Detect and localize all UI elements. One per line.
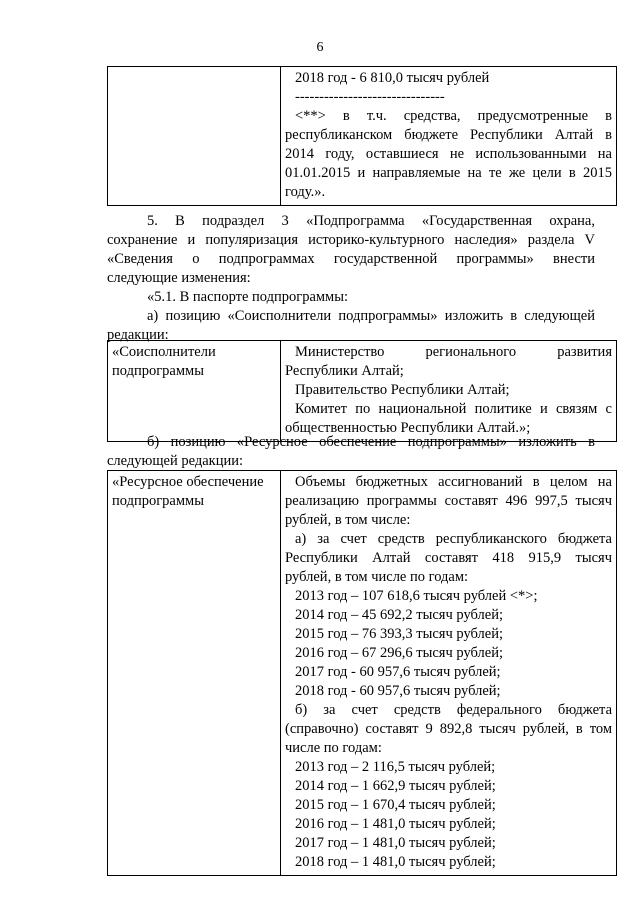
separator-line: -------------------------------: [295, 89, 445, 105]
paragraph-5: [107, 212, 595, 345]
resource-line: Республики Алтай составят 418 915,9 тысяч: [285, 550, 612, 566]
paragraph-b: [107, 433, 595, 471]
executor-line: Министерство регионального развития: [295, 344, 612, 360]
resource-line: 2013 год – 107 618,6 тысяч рублей <*>;: [295, 588, 538, 604]
paragraph-line: 5. В подраздел 3 «Подпрограмма «Государственная охрана,: [147, 213, 595, 229]
resource-line: 2014 год – 45 692,2 тысяч рублей;: [295, 607, 503, 623]
year-2018-line: 2018 год - 6 810,0 тысяч рублей: [295, 70, 490, 86]
executor-line: общественностью Республики Алтай.»;: [285, 420, 531, 436]
footnote-line: году.».: [285, 184, 326, 200]
resource-line: 2015 год – 76 393,3 тысяч рублей;: [295, 626, 503, 642]
executor-line: Комитет по национальной политике и связям с: [295, 401, 612, 417]
paragraph-line: следующие изменения:: [107, 270, 251, 286]
resource-line: 2013 год – 2 116,5 тысяч рублей;: [295, 759, 496, 775]
executor-line: Правительство Республики Алтай;: [295, 382, 510, 398]
paragraph-b-line: б) позицию «Ресурсное обеспечение подпрограммы» изложить в: [147, 434, 595, 450]
resource-line: рублей, в том числе по годам:: [285, 569, 469, 585]
table-cell-left: [108, 341, 281, 442]
resource-line: 2018 год - 60 957,6 тысяч рублей;: [295, 683, 501, 699]
resource-line: 2017 год – 1 481,0 тысяч рублей;: [295, 835, 496, 851]
page-number: 6: [316, 40, 324, 55]
paragraph-a-line: а) позицию «Соисполнители подпрограммы» изложить в следующей: [147, 308, 595, 324]
table-cell-left: [108, 471, 281, 876]
footnote-line: 2014 году, оставшиеся не использованными на: [285, 146, 612, 162]
table-resources: [107, 470, 617, 876]
paragraph-5-1: «5.1. В паспорте подпрограммы:: [147, 289, 349, 305]
footnote-line: 01.01.2015 и направляемые на те же цели в 2015: [285, 165, 612, 181]
footnote-line: республиканском бюджете Республики Алтай в: [285, 127, 612, 143]
row-label: подпрограммы: [112, 493, 204, 509]
resource-line: Объемы бюджетных ассигнований в целом на: [295, 474, 612, 490]
table-cell-right: [281, 341, 617, 442]
resource-line: а) за счет средств республиканского бюджета: [295, 531, 612, 547]
row-label: «Соисполнители: [112, 344, 216, 360]
resource-line: 2016 год – 67 296,6 тысяч рублей;: [295, 645, 503, 661]
paragraph-line: сохранение и популяризация историко-культурного наследия» раздела V: [107, 232, 595, 248]
resource-line: реализацию программы составят 496 997,5 тысяч: [285, 493, 612, 509]
executor-line: Республики Алтай;: [285, 363, 404, 379]
row-label: подпрограммы: [112, 363, 204, 379]
paragraph-line: «Сведения о подпрограммах государственной программы» внести: [107, 251, 595, 267]
footnote-line: <**> в т.ч. средства, предусмотренные в: [295, 108, 612, 124]
table-cell-right: [281, 67, 617, 206]
resource-line: рублей, в том числе:: [285, 512, 411, 528]
table-continuation: [107, 66, 617, 206]
resource-line: 2014 год – 1 662,9 тысяч рублей;: [295, 778, 496, 794]
resource-line: 2018 год – 1 481,0 тысяч рублей;: [295, 854, 496, 870]
resource-line: (справочно) составят 9 892,8 тысяч рублей, в том: [285, 721, 612, 737]
row-label: «Ресурсное обеспечение: [112, 474, 264, 490]
resource-line: 2017 год - 60 957,6 тысяч рублей;: [295, 664, 501, 680]
resource-line: 2015 год – 1 670,4 тысяч рублей;: [295, 797, 496, 813]
resource-line: б) за счет средств федерального бюджета: [295, 702, 612, 718]
resource-line: числе по годам:: [285, 740, 382, 756]
resource-line: 2016 год – 1 481,0 тысяч рублей;: [295, 816, 496, 832]
paragraph-b-line: следующей редакции:: [107, 453, 244, 469]
table-cell-right: [281, 471, 617, 876]
table-co-executors: [107, 340, 617, 442]
table-cell-left: [108, 67, 281, 206]
paragraph-a-line: редакции:: [107, 327, 169, 343]
